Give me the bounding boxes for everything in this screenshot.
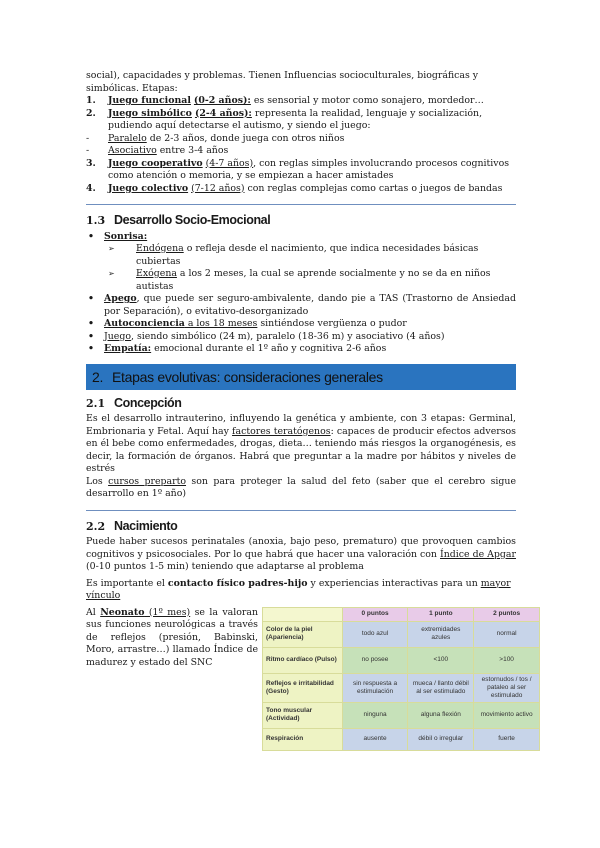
table-cell: movimiento activo <box>474 702 540 728</box>
table-cell: ausente <box>342 728 408 750</box>
table-cell: extremidades azules <box>408 621 474 647</box>
table-cell: no posee <box>342 647 408 673</box>
socioemotional-list <box>86 231 516 356</box>
document-page <box>86 70 533 747</box>
list-item: • Empatía: emocional durante el 1º año y cognitiva 2-6 años <box>86 343 516 356</box>
neonate-paragraph: Al Neonato (1º mes) se la valoran sus funciones neurológicas a través de reflejos (presión, Babinski, Moro, arrastre…) llamado Índice de madurez y estado del SNC <box>86 606 259 668</box>
row-label: Respiración <box>263 728 343 750</box>
list-item: - Asociativo entre 3-4 años <box>86 145 516 158</box>
row-label: Tono muscular (Actividad) <box>263 702 343 728</box>
conception-paragraph: Es el desarrollo intrauterino, influyendo la genética y ambiente, con 3 etapas: Germinal, Embrionaria y Fetal. Aquí hay factores teratógenos: capaces de producir efectos adversos en él bebe como enfermedades, drogas, dieta… teniendo más riesgos la organogénesis, es decir, la formación de órganos. Habrá que preguntar a la madre por hábitos y niveles de estrés <box>86 413 516 474</box>
table-cell: todo azul <box>342 621 408 647</box>
symbolic-subtypes-list <box>86 133 516 158</box>
table-row <box>263 673 540 702</box>
section-heading-2-1: 2.1 Concepción <box>86 395 182 410</box>
table-cell: mueca / llanto débil al ser estimulado <box>408 673 474 702</box>
play-stages-list <box>86 95 516 133</box>
neonate-block <box>86 606 533 747</box>
table-row <box>263 647 540 673</box>
section-banner-2: 2. Etapas evolutivas: consideraciones generales <box>86 364 516 390</box>
list-item: 4. Juego colectivo (7-12 años) con reglas complejas como cartas o juegos de bandas <box>86 182 503 194</box>
table-cell: >100 <box>474 647 540 673</box>
section-heading-2-2: 2.2 Nacimiento <box>86 518 178 533</box>
list-item: ➢ Exógena a los 2 meses, la cual se aprende socialmente y no se da en niños autistas <box>86 268 516 293</box>
table-row <box>263 702 540 728</box>
row-label: Ritmo cardíaco (Pulso) <box>263 647 343 673</box>
list-item: 3. Juego cooperativo (4-7 años), con reglas simples involucrando procesos cognitivos como atención o memoria, y se empiezan a hacer amistades <box>86 157 510 181</box>
birth-paragraph: Puede haber sucesos perinatales (anoxia, bajo peso, prematuro) que provoquen cambios cognitivos y psicosociales. Por lo que habrá que hacer una valoración con Índice de Apgar (0-10 puntos 1-5 min) teniendo que adaptarse al problema <box>86 536 516 572</box>
table-corner-cell <box>263 607 343 621</box>
section-divider <box>86 204 516 205</box>
play-stages-list-2 <box>86 158 516 196</box>
table-cell: fuerte <box>474 728 540 750</box>
row-label: Reflejos e irritabilidad (Gesto) <box>263 673 343 702</box>
apgar-table <box>262 607 540 751</box>
list-item: - Paralelo de 2-3 años, donde juega con otros niños <box>86 133 516 146</box>
section-divider <box>86 510 516 511</box>
table-row <box>263 728 540 750</box>
section-heading-1-3: 1.3 Desarrollo Socio-Emocional <box>86 213 271 227</box>
table-row <box>263 621 540 647</box>
list-item: ➢ Endógena o refleja desde el nacimiento, que indica necesidades básicas cubiertas <box>86 243 516 268</box>
contact-paragraph: Es importante el contacto físico padres-hijo y experiencias interactivas para un mayor vínculo <box>86 577 511 601</box>
table-header-row <box>263 607 540 621</box>
table-cell: estornudos / tos / pataleo al ser estimulado <box>474 673 540 702</box>
table-header-cell: 0 puntos <box>342 607 408 621</box>
table-cell: normal <box>474 621 540 647</box>
table-cell: alguna flexión <box>408 702 474 728</box>
list-item: • Apego, que puede ser seguro-ambivalente, dando pie a TAS (Trastorno de Ansiedad por Separación), o evitativo-desorganizado <box>86 293 516 318</box>
table-header-cell: 1 punto <box>408 607 474 621</box>
list-item: 2. Juego simbólico (2-4 años): representa la realidad, lenguaje y socialización, pudiendo aquí detectarse el autismo, y siendo el juego: <box>86 107 483 131</box>
sonrisa-sublist <box>86 243 516 293</box>
list-item: • Juego, siendo simbólico (24 m), paralelo (18-36 m) y asociativo (4 años) <box>86 331 516 344</box>
table-cell: ninguna <box>342 702 408 728</box>
table-cell: débil o irregular <box>408 728 474 750</box>
row-label: Color de la piel (Apariencia) <box>263 621 343 647</box>
list-item: 1. Juego funcional (0-2 años): es sensorial y motor como sonajero, mordedor… <box>86 95 484 106</box>
prenatal-paragraph: Los cursos preparto son para proteger la salud del feto (saber que el cerebro sigue desarrollo en 1º año) <box>86 475 516 499</box>
list-item: • Autoconciencia a los 18 meses sintiéndose vergüenza o pudor <box>86 318 516 331</box>
table-cell: <100 <box>408 647 474 673</box>
table-header-cell: 2 puntos <box>474 607 540 621</box>
list-item: • Sonrisa: ➢ Endógena o refleja desde el nacimiento, que indica necesidades básicas cubiertas ➢ Exógena a los 2 meses, la cual se aprende socialmente y no se da en niños autistas <box>86 231 516 294</box>
table-cell: sin respuesta a estimulación <box>342 673 408 702</box>
intro-paragraph: social), capacidades y problemas. Tienen Influencias socioculturales, biográficas y simbólicas. Etapas: <box>86 70 479 94</box>
